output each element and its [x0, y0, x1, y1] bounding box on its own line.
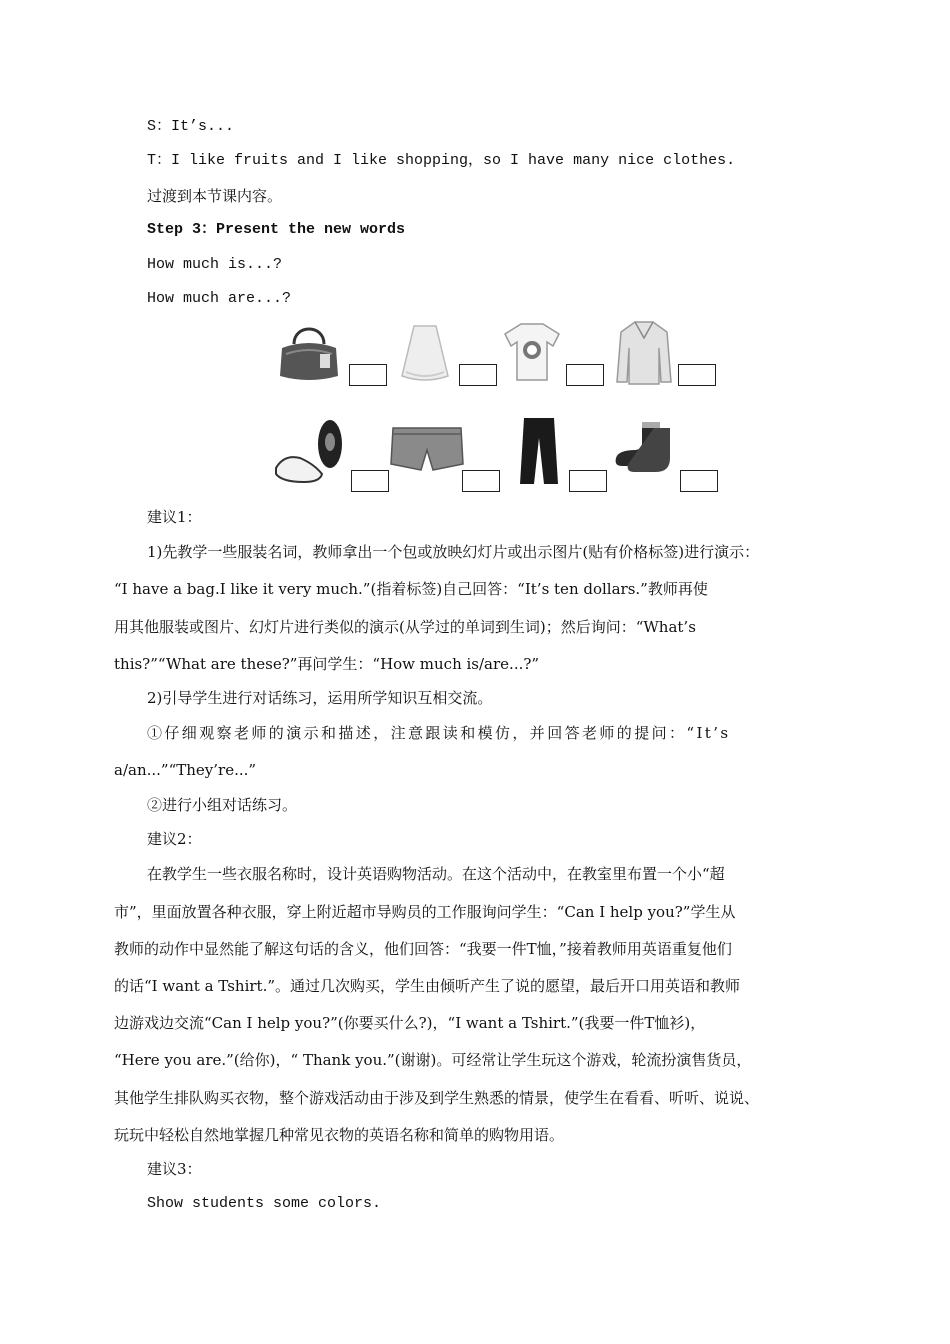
price-box-sweater[interactable] — [678, 364, 716, 386]
transition-line: 过渡到本节课内容。 — [147, 187, 283, 205]
dialogue-line-s: S：It’s... — [147, 118, 235, 135]
price-box-shorts[interactable] — [462, 470, 500, 492]
shorts-icon — [389, 424, 465, 474]
pants-icon — [518, 416, 560, 486]
suggestion1-title: 建议1： — [147, 508, 202, 526]
sweater-icon — [615, 318, 673, 388]
suggestion2-line1: 在教学生一些衣服名称时，设计英语购物活动。在这个活动中，在教室里布置一个小“超 — [147, 865, 725, 883]
suggestion1-para1-line2: “I have a bag.I like it very much.”(指着标签)自己回答：“It’s ten dollars.”教师再使 — [114, 580, 708, 598]
price-box-pants[interactable] — [569, 470, 607, 492]
suggestion1-para3-line2: a/an...”“They’re...” — [114, 761, 257, 779]
bag-icon — [276, 318, 342, 386]
suggestion1-para1-line1: 1)先教学一些服装名词，教师拿出一个包或放映幻灯片或出示图片(贴有价格标签)进行演示： — [147, 543, 760, 561]
price-box-bag[interactable] — [349, 364, 387, 386]
suggestion2-line2: 市”，里面放置各种衣服，穿上附近超市导购员的工作服询问学生：“Can I help you?”学生从 — [114, 903, 736, 921]
suggestion1-para1-line4: this?”“What are these?”再问学生：“How much is/are...?” — [114, 655, 540, 673]
question-is: How much is...? — [147, 256, 283, 273]
suggestion1-para3-line1: ①仔细观察老师的演示和描述，注意跟读和模仿，并回答老师的提问：“It’s — [147, 724, 731, 742]
suggestion1-para2: 2)引导学生进行对话练习，运用所学知识互相交流。 — [147, 689, 493, 707]
step3-heading: Step 3：Present the new words — [147, 221, 406, 238]
suggestion2-line7: 其他学生排队购买衣物，整个游戏活动由于涉及到学生熟悉的情景，使学生在看看、听听、说说、 — [114, 1089, 760, 1107]
price-box-t-shirt[interactable] — [566, 364, 604, 386]
price-box-skirt[interactable] — [459, 364, 497, 386]
suggestion1-para4: ②进行小组对话练习。 — [147, 796, 298, 814]
suggestion2-line3: 教师的动作中显然能了解这句话的含义，他们回答：“我要一件T恤，”接着教师用英语重复他们 — [114, 940, 732, 958]
skirt-icon — [398, 322, 452, 384]
shoes-icon — [274, 414, 348, 486]
price-box-shoes[interactable] — [351, 470, 389, 492]
suggestion1-para1-line3: 用其他服装或图片、幻灯片进行类似的演示(从学过的单词到生词)；然后询问：“What’s — [114, 618, 696, 636]
suggestion2-line5: 边游戏边交流“Can I help you?”(你要买什么?)，“I want a Tshirt.”(我要一件T恤衫)， — [114, 1014, 706, 1032]
suggestion2-line8: 玩玩中轻松自然地掌握几种常见衣物的英语名称和简单的购物用语。 — [114, 1126, 565, 1144]
question-are: How much are...? — [147, 290, 292, 307]
suggestion2-line6: “Here you are.”(给你)，“ Thank you.”(谢谢)。可经常让学生玩这个游戏，轮流扮演售货员， — [114, 1051, 752, 1069]
suggestion3-line1: Show students some colors. — [147, 1195, 382, 1212]
suggestion3-title: 建议3： — [147, 1160, 202, 1178]
suggestion2-title: 建议2： — [147, 830, 202, 848]
price-box-socks[interactable] — [680, 470, 718, 492]
t-shirt-icon — [503, 320, 561, 384]
suggestion2-line4: 的话“I want a Tshirt.”。通过几次购买，学生由倾听产生了说的愿望，最后开口用英语和教师 — [114, 977, 741, 995]
dialogue-line-t: T：I like fruits and I like shopping，so I have many nice clothes. — [147, 152, 736, 169]
socks-icon — [612, 418, 678, 478]
